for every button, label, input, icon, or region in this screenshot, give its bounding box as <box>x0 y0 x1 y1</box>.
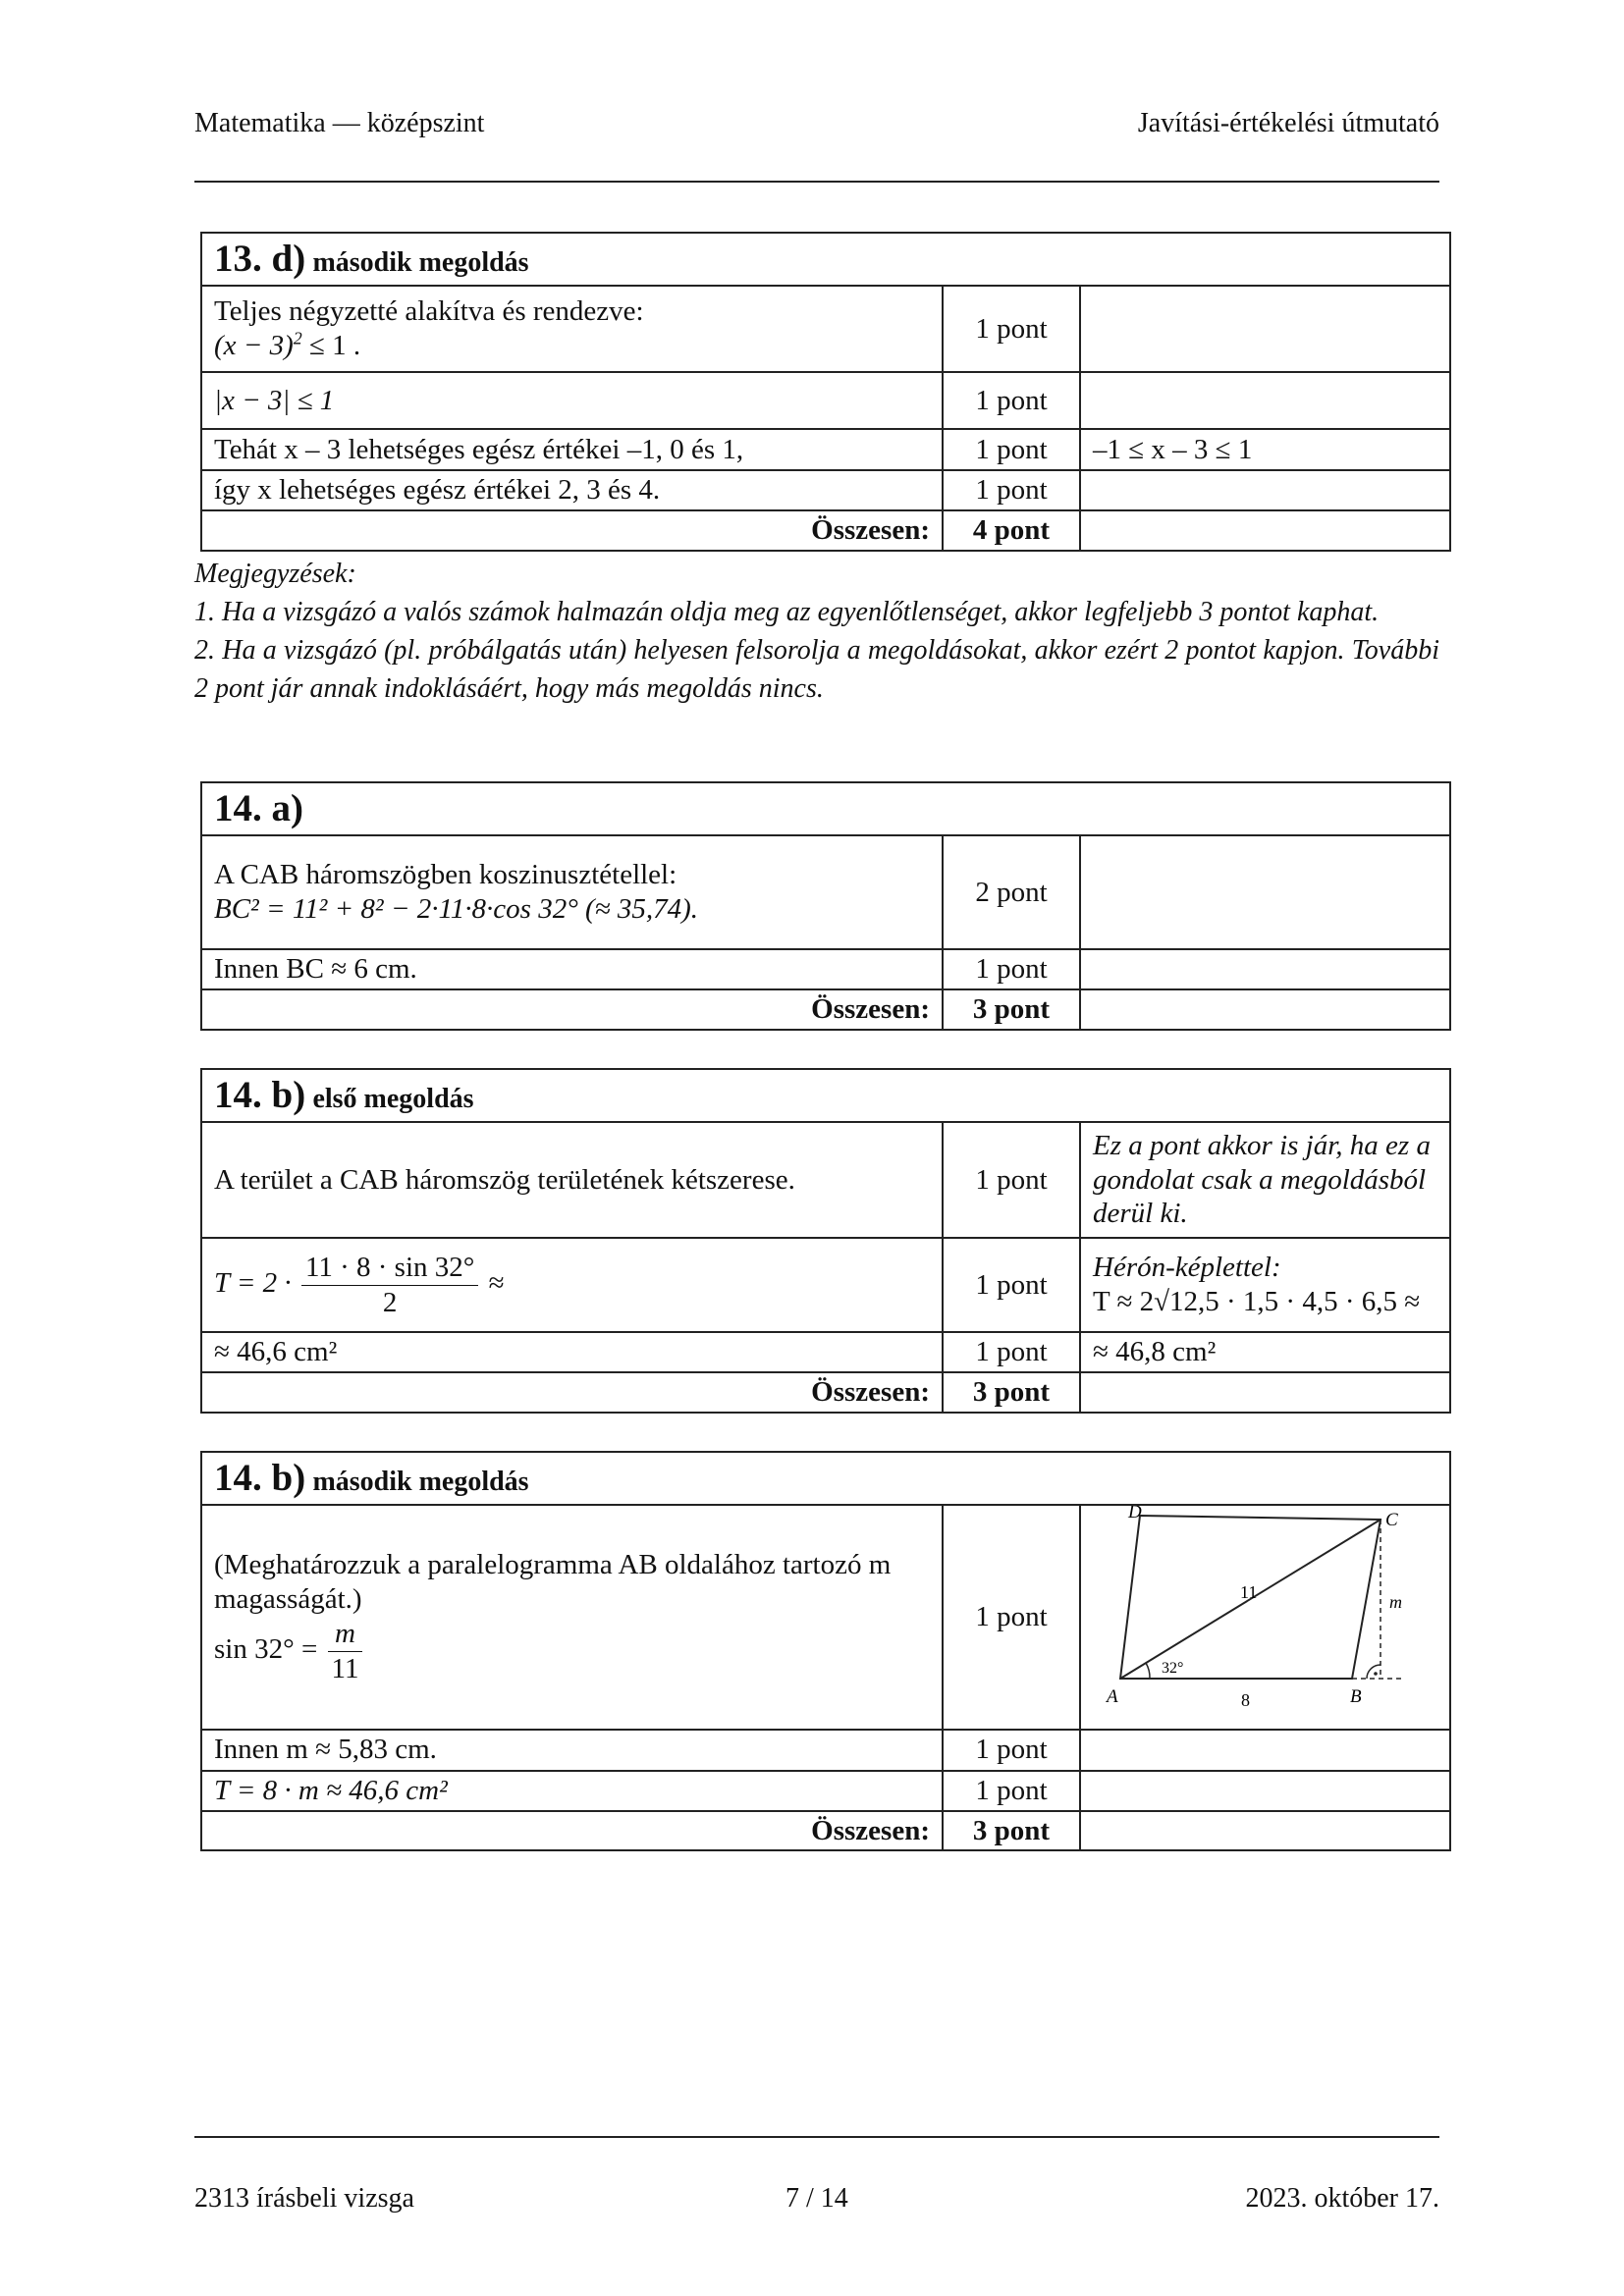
note-2: 2. Ha a vizsgázó (pl. próbálgatás után) helyesen felsorolja a megoldásokat, akkor ezért 2 pontot kapjon. További 2 pont jár annak indoklásáért, hogy más megoldás nincs. <box>194 635 1439 704</box>
remark: Hérón-képlettel: T ≈ 2√12,5 · 1,5 · 4,5 · 6,5 ≈ <box>1080 1238 1450 1332</box>
footer-date: 2023. október 17. <box>1245 2183 1439 2214</box>
header-rule <box>194 181 1439 183</box>
remark <box>1080 1730 1450 1771</box>
remark: Ez a pont akkor is jár, ha ez a gondolat csak a megoldásból derül ki. <box>1080 1122 1450 1238</box>
score: 1 pont <box>943 470 1080 510</box>
task-title <box>201 1069 1450 1122</box>
remark <box>1080 1771 1450 1811</box>
score: 1 pont <box>943 1332 1080 1372</box>
task-number: 14. a) <box>214 786 303 829</box>
total-score: 3 pont <box>943 989 1080 1030</box>
task-subtitle: második megoldás <box>312 1466 529 1497</box>
parallelogram-figure-cell <box>1080 1505 1450 1730</box>
task-number: 13. d) <box>214 237 306 280</box>
total-score: 3 pont <box>943 1811 1080 1851</box>
score: 1 pont <box>943 1122 1080 1238</box>
score: 1 pont <box>943 372 1080 429</box>
notes-heading: Megjegyzések: <box>194 559 356 589</box>
remark <box>1080 949 1450 989</box>
remark: –1 ≤ x – 3 ≤ 1 <box>1080 429 1450 470</box>
solution-step: A CAB háromszögben koszinusztétellel: BC² = 11² + 8² − 2·11·8·cos 32° (≈ 35,74). <box>201 835 943 949</box>
score: 1 pont <box>943 1730 1080 1771</box>
score: 1 pont <box>943 1238 1080 1332</box>
task-13d-table <box>200 232 1451 552</box>
note-1: 1. Ha a vizsgázó a valós számok halmazán oldja meg az egyenlőtlenséget, akkor legfeljebb 3 pontot kaphat. <box>194 597 1380 627</box>
header-subject: Matematika — középszint <box>194 108 485 138</box>
remark <box>1080 835 1450 949</box>
solution-step: Teljes négyzetté alakítva és rendezve: $(x - 3)^2 \le 1$ . <box>201 286 943 372</box>
solution-step: (Meghatározzuk a paralelogramma AB oldalához tartozó m magasságát.) sin 32° = $\frac{m}{11}$ <box>201 1505 943 1730</box>
vertex-c-label: C <box>1385 1510 1398 1530</box>
vertex-b-label: B <box>1350 1686 1362 1707</box>
total-label: Összesen: <box>201 1811 943 1851</box>
solution-step: T = 8 · m ≈ 46,6 cm² <box>201 1771 943 1811</box>
solution-step: ≈ 46,6 cm² <box>201 1332 943 1372</box>
task-number: 14. b) <box>214 1073 306 1116</box>
remark <box>1080 286 1450 372</box>
base-label: 8 <box>1241 1690 1250 1710</box>
total-label: Összesen: <box>201 989 943 1030</box>
footer-page-number: 7 / 14 <box>785 2183 848 2214</box>
remark <box>1080 372 1450 429</box>
solution-step: Innen m ≈ 5,83 cm. <box>201 1730 943 1771</box>
remark: ≈ 46,8 cm² <box>1080 1332 1450 1372</box>
task-14a-table <box>200 781 1451 1031</box>
diagonal-label: 11 <box>1240 1582 1258 1602</box>
score: 1 pont <box>943 429 1080 470</box>
score: 2 pont <box>943 835 1080 949</box>
header-doc-type: Javítási-értékelési útmutató <box>1137 108 1439 138</box>
remark <box>1080 470 1450 510</box>
total-label: Összesen: <box>201 1372 943 1413</box>
task-14b-second-table <box>200 1451 1451 1851</box>
score: 1 pont <box>943 1771 1080 1811</box>
solution-step: |x − 3| ≤ 1 <box>201 372 943 429</box>
solution-step: Innen BC ≈ 6 cm. <box>201 949 943 989</box>
score: 1 pont <box>943 949 1080 989</box>
footer-exam-code: 2313 írásbeli vizsga <box>194 2183 414 2214</box>
notes-block <box>194 555 1439 708</box>
footer-rule <box>194 2136 1439 2138</box>
task-14b-first-table <box>200 1068 1451 1414</box>
angle-label: 32° <box>1162 1660 1184 1677</box>
total-score: 3 pont <box>943 1372 1080 1413</box>
solution-step: T = 2 · $\frac{11 \cdot 8 \cdot \sin 32^\circ}{2}$ ≈ <box>201 1238 943 1332</box>
vertex-d-label: D <box>1128 1506 1142 1522</box>
parallelogram-figure <box>1081 1506 1444 1720</box>
solution-step: így x lehetséges egész értékei 2, 3 és 4. <box>201 470 943 510</box>
solution-step: Tehát x – 3 lehetséges egész értékei –1, 0 és 1, <box>201 429 943 470</box>
task-number: 14. b) <box>214 1456 306 1499</box>
task-subtitle: első megoldás <box>312 1083 474 1114</box>
task-title <box>201 782 1450 835</box>
total-score: 4 pont <box>943 510 1080 551</box>
score: 1 pont <box>943 1505 1080 1730</box>
task-subtitle: második megoldás <box>312 246 529 278</box>
task-title <box>201 233 1450 286</box>
solution-step: A terület a CAB háromszög területének kétszerese. <box>201 1122 943 1238</box>
total-label: Összesen: <box>201 510 943 551</box>
height-label: m <box>1389 1592 1402 1612</box>
task-title <box>201 1452 1450 1505</box>
score: 1 pont <box>943 286 1080 372</box>
vertex-a-label: A <box>1107 1686 1118 1707</box>
